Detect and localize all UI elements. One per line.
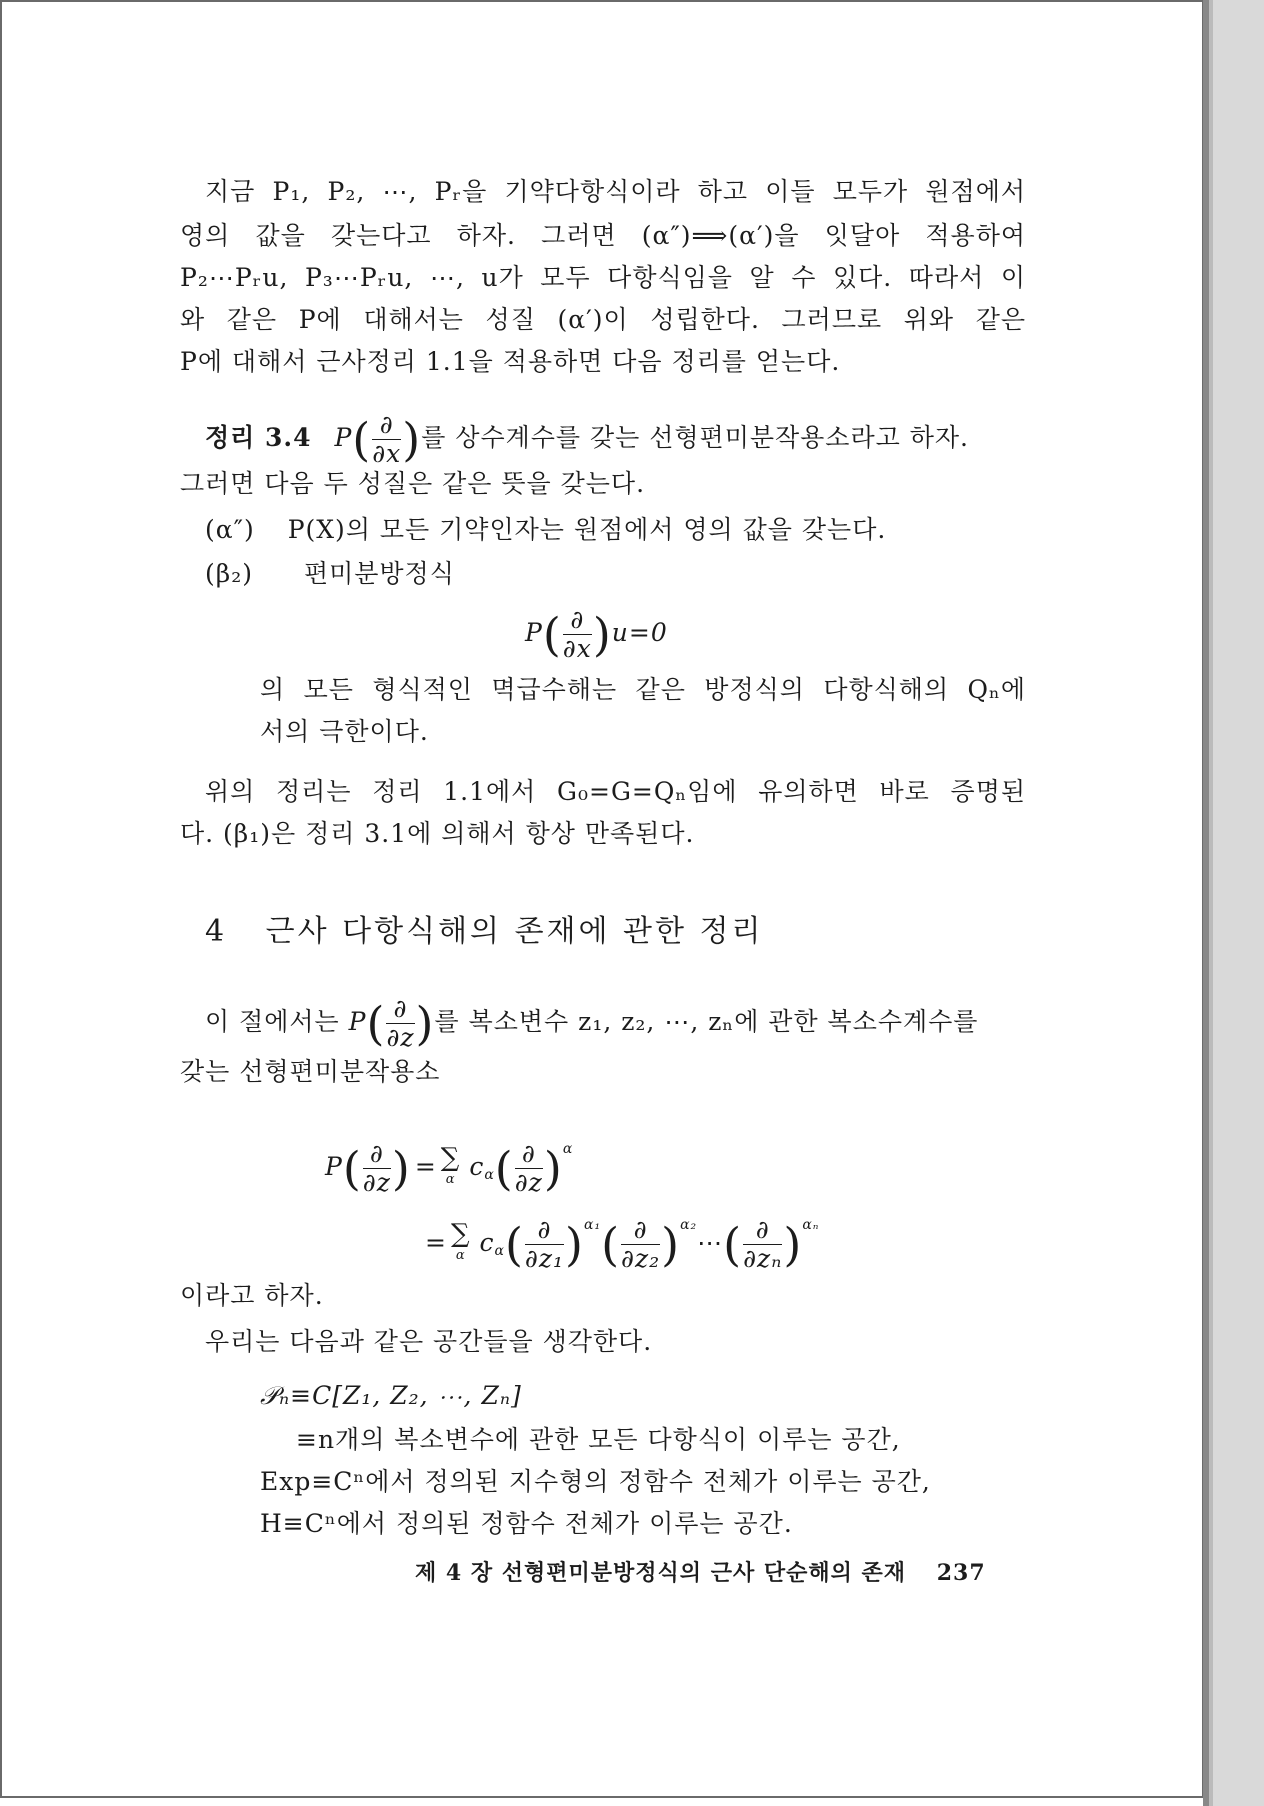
section-title: 근사 다항식해의 존재에 관한 정리 — [265, 914, 764, 949]
condition-continued: 의 모든 형식적인 멱급수해는 같은 방정식의 다항식해의 Qₙ에 — [260, 675, 1026, 704]
space-definition: ≡n개의 복소변수에 관한 모든 다항식이 이루는 공간, — [296, 1425, 901, 1454]
chapter-title: 제 4 장 선형편미분방정식의 근사 단순해의 존재 — [415, 1560, 907, 1586]
sum-symbol: ∑ α — [440, 1142, 461, 1187]
condition-text: P(X)의 모든 기약인자는 원점에서 영의 값을 갖는다. — [287, 515, 887, 544]
condition-beta — [205, 558, 455, 590]
paragraph-line: 갖는 선형편미분작용소 — [180, 1057, 441, 1086]
section-heading — [205, 906, 764, 950]
paragraph-line: 다. (β₁)은 정리 3.1에 의해서 항상 만족된다. — [180, 819, 695, 848]
theorem-label: 정리 3.4 — [205, 423, 312, 452]
paragraph-line: P에 대해서 근사정리 1.1을 적용하면 다음 정리를 얻는다. — [180, 347, 841, 376]
fraction: $\frac{\partial}{\partial x}$ — [562, 605, 592, 663]
paragraph-line: 이라고 하자. — [180, 1281, 324, 1310]
equation-operator-def: P( $\frac{\partial}{\partial z}$ ) = ∑ α $c_\alpha$( $\frac{\partial}{\partial z}$ )$^\alpha$ — [325, 1139, 574, 1197]
paragraph-line: P₂⋯Pᵣu, P₃⋯Pᵣu, ⋯, u가 모두 다항식임을 알 수 있다. 따라서 이 — [180, 263, 1026, 292]
equation-pde: P( $\frac{\partial}{\partial x}$ )u=0 — [525, 605, 668, 663]
page-margin — [1213, 0, 1264, 1806]
condition-label: (α″) — [205, 515, 255, 544]
operator-symbol: P — [334, 423, 353, 452]
paragraph-line: 위의 정리는 정리 1.1에서 G₀=G=Qₙ임에 유의하면 바로 증명된 — [205, 777, 1026, 806]
section-number: 4 — [205, 914, 228, 949]
condition-text: 편미분방정식 — [303, 559, 455, 588]
theorem-line: 그러면 다음 두 성질은 같은 뜻을 갖는다. — [180, 469, 646, 498]
condition-alpha — [205, 514, 886, 546]
paragraph-line: 와 같은 P에 대해서는 성질 (α′)이 성립한다. 그러므로 위와 같은 — [180, 305, 1026, 334]
space-definition: 𝒫ₙ≡C[Z₁, Z₂, ⋯, Zₙ] — [260, 1381, 522, 1410]
space-definition: H≡Cⁿ에서 정의된 정함수 전체가 이루는 공간. — [260, 1509, 793, 1538]
space-definition: Exp≡Cⁿ에서 정의된 지수형의 정함수 전체가 이루는 공간, — [260, 1467, 931, 1496]
equation-operator-expanded: = ∑ α $c_\alpha$( $\frac{\partial}{\text{∂z₁}}$ )$^{\alpha_1}$( $\frac{\partial}{\text{∂z₂}}$ )$^{\alpha_2}$⋯( $\frac{\partial}{\text{∂zₙ}}$ )$^{\alpha_n}$ — [425, 1215, 820, 1273]
fraction: $\frac{\partial}{\partial x}$ — [372, 410, 402, 468]
paragraph-line: 우리는 다음과 같은 공간들을 생각한다. — [205, 1327, 653, 1356]
theorem-statement: 정리 3.4 P( $\frac{\partial}{\partial x}$ )를 상수계수를 갖는 선형편미분작용소라고 하자. — [205, 410, 969, 468]
paragraph-line: 이 절에서는 P( $\frac{\partial}{\partial z}$ )를 복소변수 z₁, z₂, ⋯, zₙ에 관한 복소수계수를 — [205, 994, 979, 1052]
page-number: 237 — [936, 1560, 986, 1586]
running-footer — [415, 1556, 986, 1587]
fraction: $\frac{\partial}{\partial z}$ — [386, 994, 415, 1052]
paragraph-line: 영의 값을 갖는다고 하자. 그러면 (α″)⟹(α′)을 잇달아 적용하여 — [180, 221, 1026, 250]
condition-label: (β₂) — [205, 559, 253, 588]
paragraph-line: 지금 P₁, P₂, ⋯, Pᵣ을 기약다항식이라 하고 이들 모두가 원점에서 — [205, 177, 1026, 206]
condition-continued: 서의 극한이다. — [260, 717, 429, 746]
theorem-text: 를 상수계수를 갖는 선형편미분작용소라고 하자. — [421, 423, 969, 452]
